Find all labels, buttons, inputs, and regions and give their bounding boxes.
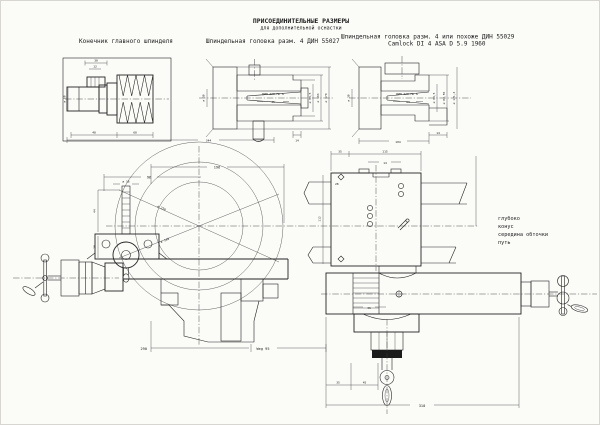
- dim-camlock-d3: ø 171,4: [452, 91, 456, 105]
- compound-slide: [354, 314, 419, 414]
- dim-plan-35t: 35: [338, 149, 342, 154]
- crank-grip-right: [570, 303, 588, 313]
- dim-camlock-d1: ø 63,5: [432, 92, 436, 104]
- dim-plan-310: 310: [418, 403, 426, 408]
- dim-pulley-48: 48: [92, 130, 96, 135]
- technical-drawing: [1, 1, 600, 425]
- dim-plan-hole: 28: [335, 182, 339, 186]
- dim-pulley-30: 30: [94, 58, 98, 63]
- cross-slide: [13, 259, 288, 296]
- label-taper-din: ДИН 228-Мк 6: [262, 92, 284, 96]
- caption-camlock-2: Camlock DI 4 ASA D 5.9 1960: [388, 40, 486, 48]
- caption-spindle-end: Конечник главного шпинделя: [79, 38, 173, 45]
- clamp-handle-grip: [123, 274, 129, 282]
- notes-block: [498, 215, 548, 246]
- dim-pulley-12: 12: [93, 64, 97, 69]
- note-line-1: глубоко: [498, 216, 520, 222]
- view-spindle-end: [63, 58, 275, 143]
- dim-plan-35b: 35: [336, 380, 340, 385]
- dim-plan-115: 115: [382, 149, 388, 154]
- caption-din55027: Шпиндельная головка разм. 4 ДИН 55027: [206, 38, 340, 45]
- note-line-4: путь: [498, 240, 511, 246]
- dim-din-offset: 14: [295, 138, 299, 143]
- dim-plan-45: 45: [362, 380, 367, 385]
- page-subtitle: для дополнительной оснастки: [260, 25, 342, 32]
- dim-swing-slide: ø 140: [159, 236, 170, 244]
- spindle-wall-lower: [237, 105, 301, 121]
- dim-front-44: 44: [92, 209, 97, 213]
- label-taper-camlock: ДИН 228-Мк 6: [396, 92, 418, 96]
- dim-bore-38: ø 38: [201, 94, 206, 102]
- dim-swing-bed: ø 250: [156, 204, 167, 212]
- view-camlock: [347, 56, 472, 144]
- dim-plan-36: 36: [367, 305, 371, 310]
- dim-din-d1: ø 63,5: [308, 92, 312, 104]
- view-din55027: [199, 59, 333, 143]
- dim-camlock-offset: 14: [436, 130, 440, 135]
- adapter-step: [429, 108, 447, 125]
- saddle: [304, 165, 467, 271]
- dim-din-d2: ø 104: [316, 93, 320, 103]
- dim-overall-344: 344: [205, 138, 212, 143]
- caption-camlock-1: Шпиндельная головка разм. 4 или похоже ДИН 55029: [341, 33, 515, 41]
- tool-post: [87, 186, 167, 282]
- dim-front-28: 28: [92, 245, 97, 249]
- dim-front-290: 290: [140, 347, 147, 351]
- camlock-wall-lower: [381, 105, 429, 121]
- note-line-3: середина обточки: [498, 232, 548, 238]
- handwheel-grip: [22, 285, 37, 297]
- dim-pulley-dia: ø 68: [62, 95, 67, 103]
- camlock-wall-upper: [381, 75, 429, 91]
- dim-camlock-bore: ø 38: [346, 94, 351, 102]
- dim-taper-45: 45: [271, 99, 275, 104]
- dim-front-96: 96: [146, 175, 152, 180]
- bottom-stud: [253, 121, 264, 139]
- bed-section: [161, 279, 278, 342]
- dim-taper-63: 63: [406, 99, 410, 104]
- spindle-wall-upper: [237, 75, 301, 91]
- dim-din-d3: ø 170: [324, 93, 328, 103]
- note-line-2: конус: [498, 224, 514, 230]
- dim-front-196: 196: [213, 165, 221, 170]
- page-title: ПРИСОЕДИНИТЕЛЬНЫЕ РАЗМЕРЫ: [252, 17, 350, 25]
- dim-stud-dia: ø 16: [122, 179, 130, 184]
- dim-plan-slot: 14: [383, 160, 387, 165]
- dim-front-travel: Weg 95: [256, 346, 270, 351]
- dim-camlock-flange: 104: [395, 139, 401, 144]
- drawing-header: [79, 17, 515, 48]
- dim-camlock-d2: ø 82,55: [442, 91, 446, 105]
- view-plan: [304, 150, 597, 415]
- slide-body: [321, 266, 597, 314]
- dim-pulley-60: 60: [133, 130, 137, 135]
- crank-right: [549, 276, 589, 316]
- dim-plan-side: 112: [317, 216, 322, 222]
